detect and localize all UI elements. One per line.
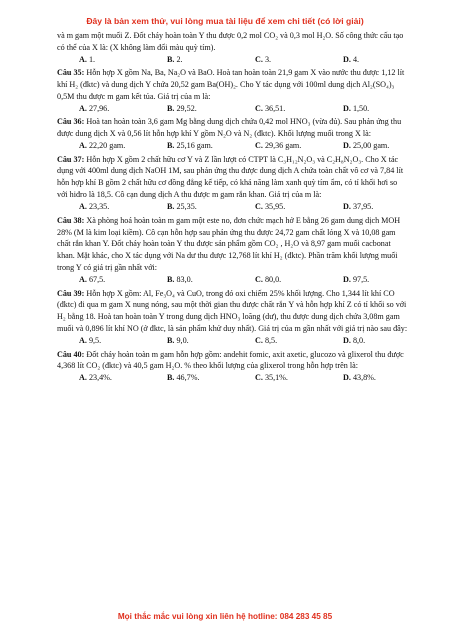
option-a: A. 1. [79,54,96,64]
option-b: B. 83,0. [167,275,193,285]
answer-options [57,103,409,115]
question-label: Câu 39: [57,288,85,298]
option-b: B. 9,0. [167,336,189,346]
option-a: A. 23,4%. [79,373,112,383]
option-d: D. 4. [343,54,360,64]
question-text: Đốt cháy hoàn toàn m gam hỗn hợp gồm: andehit fomic, axit axetic, glucozo và glixerol thu được 4,368 lít CO₂ (đktc) và 40,5 gam H₂O. % theo khối lượng của glixerol trong hỗn hợp trên là: [57,349,404,371]
preview-banner: Đây là bản xem thử, vui lòng mua tài liệu để xem chi tiết (có lời giải) [86,16,364,26]
question-35 [57,67,409,103]
question-36 [57,116,409,140]
option-a: A. 67,5. [79,275,106,285]
question-39 [57,288,409,336]
option-a: A. 9,5. [79,336,102,346]
question-list [57,67,409,384]
option-c: C. 35,1%. [255,373,288,383]
option-c: C. 80,0. [255,275,282,285]
question-37 [57,154,409,202]
answer-options [57,335,409,347]
option-d: D. 37,95. [343,202,374,212]
option-a: A. 27,96. [79,103,110,113]
option-c: C. 3. [255,54,272,64]
hotline-footer: Mọi thắc mắc vui lòng xin liên hệ hotline: 084 283 45 85 [117,612,333,621]
question-label: Câu 36: [57,117,85,127]
option-b: B. 25,35. [167,202,197,212]
question-40 [57,349,409,373]
answer-options [57,372,409,384]
question-text: Hỗn hợp X gồm Na, Ba, Na₂O và BaO. Hoà tan hoàn toàn 21,9 gam X vào nước thu được 1,12 lít khí H₂ (đktc) và dung dịch Y chứa 20,52 gam Ba(OH)₂. Cho Y tác dụng với 100ml dung dịch Al₂(SO₄)₃ 0,5M thu được m gam kết tủa. Giá trị của m là: [57,68,405,102]
option-a: A. 22,20 gam. [79,141,126,151]
option-d: D. 1,50. [343,103,370,113]
question-38 [57,215,409,275]
option-d: D. 25,00 gam. [343,141,390,151]
option-d: D. 8,0. [343,336,366,346]
question-text: Hoà tan hoàn toàn 3,6 gam Mg bằng dung dịch chứa 0,42 mol HNO₃ (vừa đủ). Sau phản ứng thu được dung dịch X và 0,56 lít hỗn hợp khí Y gồm N₂O và N₂ (đktc). Khối lượng muối trong X là: [57,117,402,139]
document-body [57,30,409,386]
option-c: C. 8,5. [255,336,278,346]
answer-options [57,274,409,286]
option-c: C. 35,95. [255,202,286,212]
option-c: C. 29,36 gam. [255,141,302,151]
question-label: Câu 38: [57,215,85,225]
option-b: B. 2. [167,54,183,64]
question-text: Hỗn hợp X gồm: Al, Fe₃O₄ và CuO, trong đó oxi chiếm 25% khối lượng. Cho 1,344 lít khí CO (đktc) đi qua m gam X nung nóng, sau một thời gian thu được chất rắn Y và hỗn hợp khí Z có tỉ khối so với H₂ bằng 18. Hoà tan hoàn toàn Y trong dung dịch HNO₃ loãng (dư), thu được dung dịch chứa 3,08m gam muối và 0,896 lít khí NO (ở đktc, là sản phẩm khử duy nhất). Giá trị của m gần nhất với giá trị nào sau đây: [57,288,408,334]
question-text: Xà phòng hoá hoàn toàn m gam một este no, đơn chức mạch hở E bằng 26 gam dung dịch MOH 28% (M là kim loại kiềm). Cô cạn hỗn hợp sau phản ứng thu được 24,72 gam chất lỏng X và 10,08 gam chất rắn khan Y. Đốt cháy hoàn toàn Y thu được sản phẩm gồm CO₂ , H₂O và 8,97 gam muối cacbonat khan. Mặt khác, cho X tác dụng với Na dư thu được 12,768 lít khí H₂ (đktc). Phần trăm khối lượng muối trong Y có giá trị gần nhất với: [57,215,401,273]
answer-options [57,201,409,213]
question-label: Câu 37: [57,154,85,164]
option-b: B. 29,52. [167,103,197,113]
option-d: D. 97,5. [343,275,370,285]
option-a: A. 23,35. [79,202,110,212]
option-b: B. 25,16 gam. [167,141,213,151]
option-c: C. 36,51. [255,103,286,113]
intro-options [57,54,409,66]
intro-text: và m gam một muối Z. Đốt cháy hoàn toàn Y thu được 0,2 mol CO₂ và 0,3 mol H₂O. Số công thức cấu tạo có thể của X là: (X không làm đổi màu quỳ tím). [57,31,404,52]
option-b: B. 46,7%. [167,373,200,383]
question-label: Câu 40: [57,349,85,359]
answer-options [57,140,409,152]
question-text: Hỗn hợp X gồm 2 chất hữu cơ Y và Z lần lượt có CTPT là C₃H₁₂N₂O₃ và C₂H₈N₂O₃. Cho X tác dụng với 400ml dung dịch NaOH 1M, sau phản ứng thu được dung dịch A chứa toàn chất vô cơ và 7,84 lít hỗn hợp khí B gồm 2 chất hữu cơ đồng đẳng kế tiếp, có khả năng làm xanh quỳ tím ẩm, có tỉ khối hơi so với hiđro là 18,5. Cô cạn dung dịch A thu được m gam rắn khan. Giá trị của m là: [57,154,404,200]
option-d: D. 43,8%. [343,373,376,383]
question-label: Câu 35: [57,68,85,78]
